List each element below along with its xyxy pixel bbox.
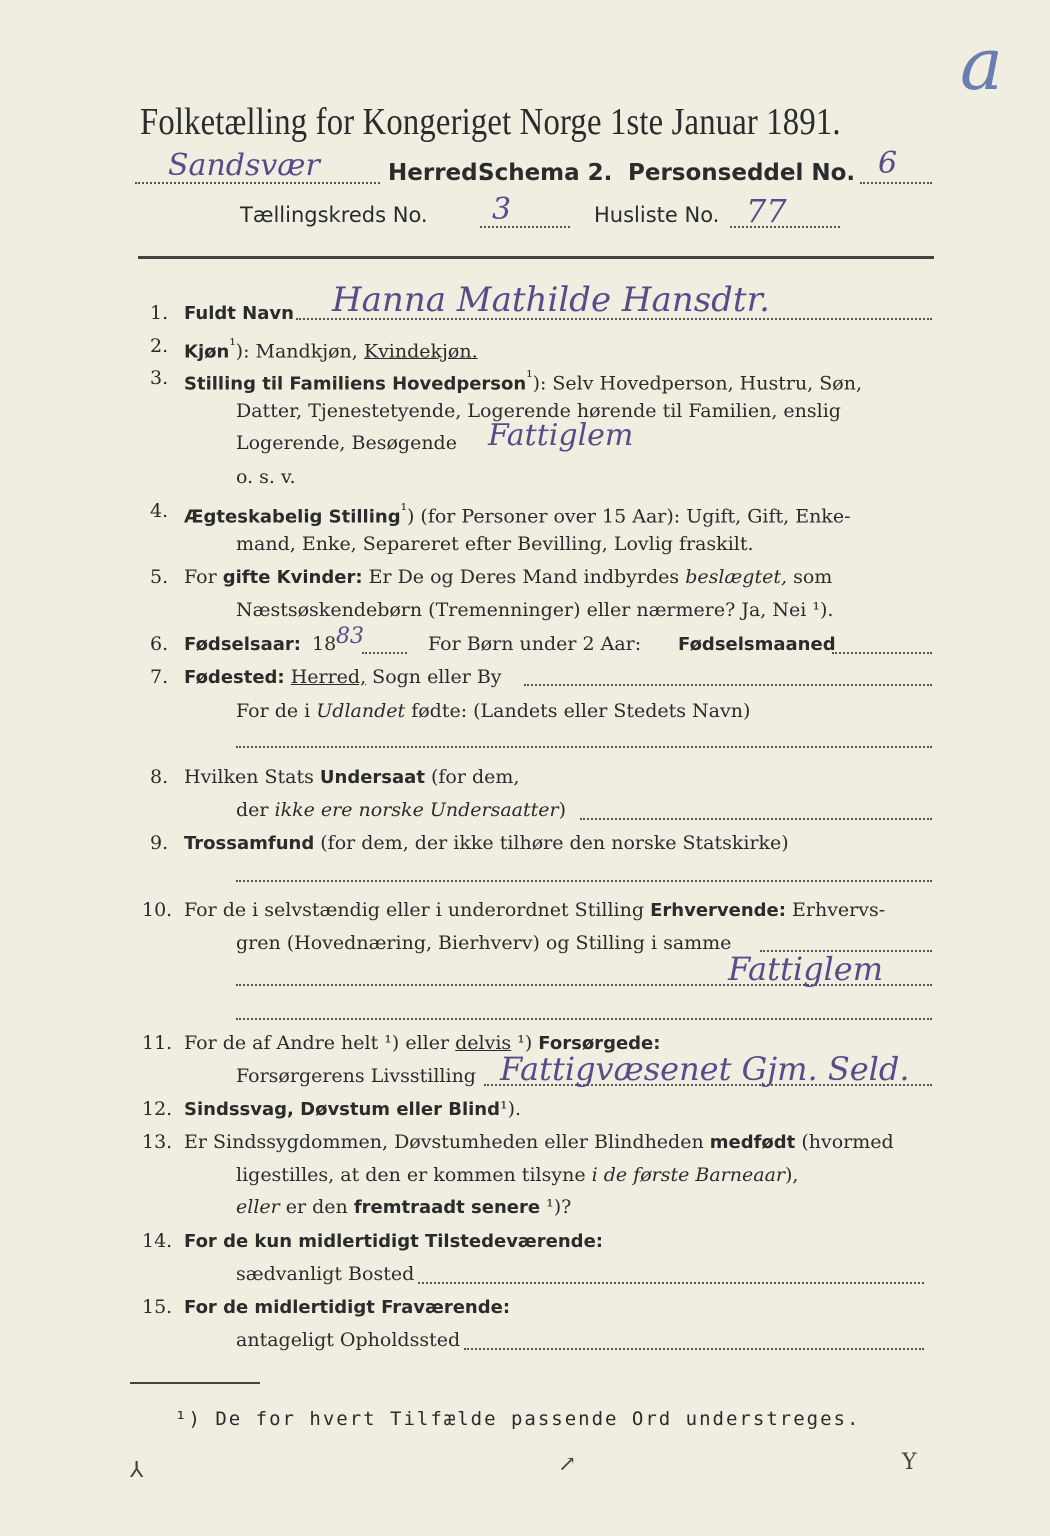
field-text-italic: eller [236, 1196, 280, 1218]
field-label-fravaerende: For de midlertidigt Fraværende: [184, 1297, 511, 1318]
kreds-value: 3 [492, 192, 512, 227]
field-text: ) [558, 799, 567, 821]
selected-option-delvis: delvis [455, 1032, 512, 1054]
field-undersaat-line2 [236, 799, 566, 821]
field-value-erhverv: Fattiglem [728, 950, 884, 988]
field-text: Er De og Deres Mand indbyrdes [368, 566, 680, 588]
field-sindssvag [184, 1098, 521, 1120]
field-medfodt [184, 1131, 894, 1153]
kreds-label: Tællingskreds No. [240, 203, 428, 227]
field-text: fødte: (Landets eller Stedets Navn) [411, 700, 751, 722]
herred-value: Sandsvær [168, 148, 320, 183]
footnote-rule [130, 1382, 260, 1384]
herred-label: Herred. [388, 160, 487, 186]
field-text: (for dem, [430, 766, 520, 788]
field-stilling: Stilling til Familiens Hovedperson$^{^1}$): Selv Hovedperson, Hustru, Søn, [184, 367, 862, 395]
field-text: ¹). [499, 1098, 522, 1120]
field-label-kjon: Kjøn [184, 341, 230, 363]
field-text-line: Forsørgerens Livsstilling [236, 1065, 476, 1087]
field-label-forsorgede: Forsørgede: [538, 1033, 661, 1054]
field-text-italic: beslægtet, [685, 566, 788, 588]
field-label-aegteskab: Ægteskabelig Stilling [184, 506, 401, 528]
field-text: (hvormed [801, 1131, 894, 1153]
husliste-value: 77 [746, 192, 787, 230]
field-value-year: 83 [336, 624, 364, 649]
field-options-line: mand, Enke, Separeret efter Bevilling, Lovlig fraskilt. [236, 533, 754, 555]
corner-mark: a [960, 22, 1003, 106]
field-options-line: Logerende, Besøgende [236, 432, 457, 454]
footnote: ¹) De for hvert Tilfælde passende Ord understreges. [175, 1408, 861, 1430]
field-label-senere: fremtraadt senere [353, 1197, 541, 1218]
item-number: 6. [150, 633, 169, 655]
field-text: Erhvervs- [792, 899, 886, 921]
item-number: 2. [150, 335, 169, 357]
field-label-fuldt-navn: Fuldt Navn [184, 303, 294, 324]
item-number: 8. [150, 766, 169, 788]
field-fodested [184, 666, 502, 688]
field-options-line: Datter, Tjenestetyende, Logerende hørende til Familien, enslig [236, 400, 841, 422]
field-text: For de i [236, 700, 311, 722]
field-text: For [184, 566, 217, 588]
husliste-label: Husliste No. [594, 203, 720, 227]
field-text-line: antageligt Opholdssted [236, 1329, 461, 1351]
item-number: 3. [150, 367, 169, 389]
field-text: som [793, 566, 833, 588]
field-undersaat [184, 766, 519, 788]
corner-tick-right: Y [902, 1450, 917, 1475]
field-text: (for dem, der ikke tilhøre den norske Statskirke) [320, 832, 789, 854]
field-text: der [236, 799, 269, 821]
field-medfodt-line3 [236, 1196, 571, 1218]
field-text: For de i selvstændig eller i underordnet Stilling [184, 899, 645, 921]
corner-tick-center: ↗ [558, 1452, 577, 1477]
field-label-sindssvag: Sindssvag, Døvstum eller Blind [184, 1099, 500, 1120]
field-options-line: o. s. v. [236, 466, 296, 488]
item-number: 1. [150, 302, 169, 324]
item-number: 13. [142, 1131, 173, 1153]
item-number: 5. [150, 566, 169, 588]
field-text: ¹) [517, 1032, 533, 1054]
field-options: Sogn eller By [372, 666, 502, 688]
field-prefix-year: 18 [312, 633, 337, 655]
field-options: ): Selv Hovedperson, Hustru, Søn, [532, 372, 862, 395]
field-value-stilling: Fattiglem [488, 418, 634, 453]
field-udlandet [236, 700, 750, 722]
selected-option-kvindekjon: Kvindekjøn. [363, 340, 478, 363]
field-label-trossamfund: Trossamfund [184, 833, 315, 854]
field-text: ligestilles, at den er kommen tilsyne [236, 1164, 586, 1186]
field-text: ¹)? [546, 1196, 572, 1218]
selected-option-herred: Herred, [290, 666, 367, 688]
field-options-line: Næstsøskendebørn (Tremenninger) eller nærmere? Ja, Nei ¹). [236, 599, 834, 621]
item-number: 9. [150, 832, 169, 854]
personseddel-label: Personseddel No. [628, 160, 856, 186]
field-options: ): Mandkjøn, [235, 340, 358, 363]
item-number: 14. [142, 1230, 173, 1252]
item-number: 12. [142, 1098, 173, 1120]
field-gifte [184, 566, 832, 588]
personseddel-value: 6 [878, 146, 898, 181]
field-text-italic: Udlandet [316, 700, 406, 722]
item-number: 7. [150, 666, 169, 688]
field-text: For de af Andre helt ¹) eller [184, 1032, 450, 1054]
field-value-name: Hanna Mathilde Hansdtr. [332, 280, 770, 320]
field-value-forsorger: Fattigvæsenet Gjm. Seld. [500, 1050, 910, 1088]
field-text-italic: i de første Barneaar [591, 1164, 785, 1186]
corner-tick-left: ⅄ [130, 1458, 144, 1483]
field-label-fodested: Fødested: [184, 667, 285, 688]
field-medfodt-line2 [236, 1164, 798, 1186]
field-text-line: gren (Hovednæring, Bierhverv) og Stilling i samme [236, 932, 732, 954]
field-label-fodselsaar: Fødselsaar: [184, 634, 301, 655]
field-text: er den [285, 1196, 348, 1218]
field-trossamfund [184, 832, 789, 854]
field-label-fodselsmaaned: Fødselsmaaned [678, 634, 836, 655]
schema-label: Schema 2. [478, 160, 613, 186]
field-text: Er Sindssygdommen, Døvstumheden eller Blindheden [184, 1131, 704, 1153]
field-text: Hvilken Stats [184, 766, 314, 788]
item-number: 10. [142, 899, 173, 921]
item-number: 11. [142, 1032, 173, 1054]
field-text-italic: ikke ere norske Undersaatter [274, 799, 559, 821]
field-aegteskab: Ægteskabelig Stilling$^{^1}$) (for Personer over 15 Aar): Ugift, Gift, Enke- [184, 500, 851, 528]
item-number: 4. [150, 500, 169, 522]
field-label-gifte: gifte Kvinder: [222, 567, 363, 588]
field-label-erhvervende: Erhvervende: [650, 900, 786, 921]
field-kjon [184, 335, 478, 362]
field-text: For Børn under 2 Aar: [428, 633, 642, 655]
footnote-ref: ¹ [229, 335, 236, 354]
field-erhverv [184, 899, 885, 921]
field-label-undersaat: Undersaat [319, 767, 425, 788]
field-label-tilstedevaerende: For de kun midlertidigt Tilstedeværende: [184, 1231, 603, 1252]
field-label-medfodt: medfødt [709, 1132, 796, 1153]
form-title: Folketælling for Kongeriget Norge 1ste Januar 1891. [140, 101, 841, 143]
item-number: 15. [142, 1296, 173, 1318]
field-text-line: sædvanligt Bosted [236, 1263, 415, 1285]
field-options: ) (for Personer over 15 Aar): Ugift, Gift, Enke- [406, 505, 851, 528]
field-label-stilling: Stilling til Familiens Hovedperson [184, 373, 527, 395]
header-rule [138, 256, 934, 259]
field-text: ), [785, 1164, 799, 1186]
